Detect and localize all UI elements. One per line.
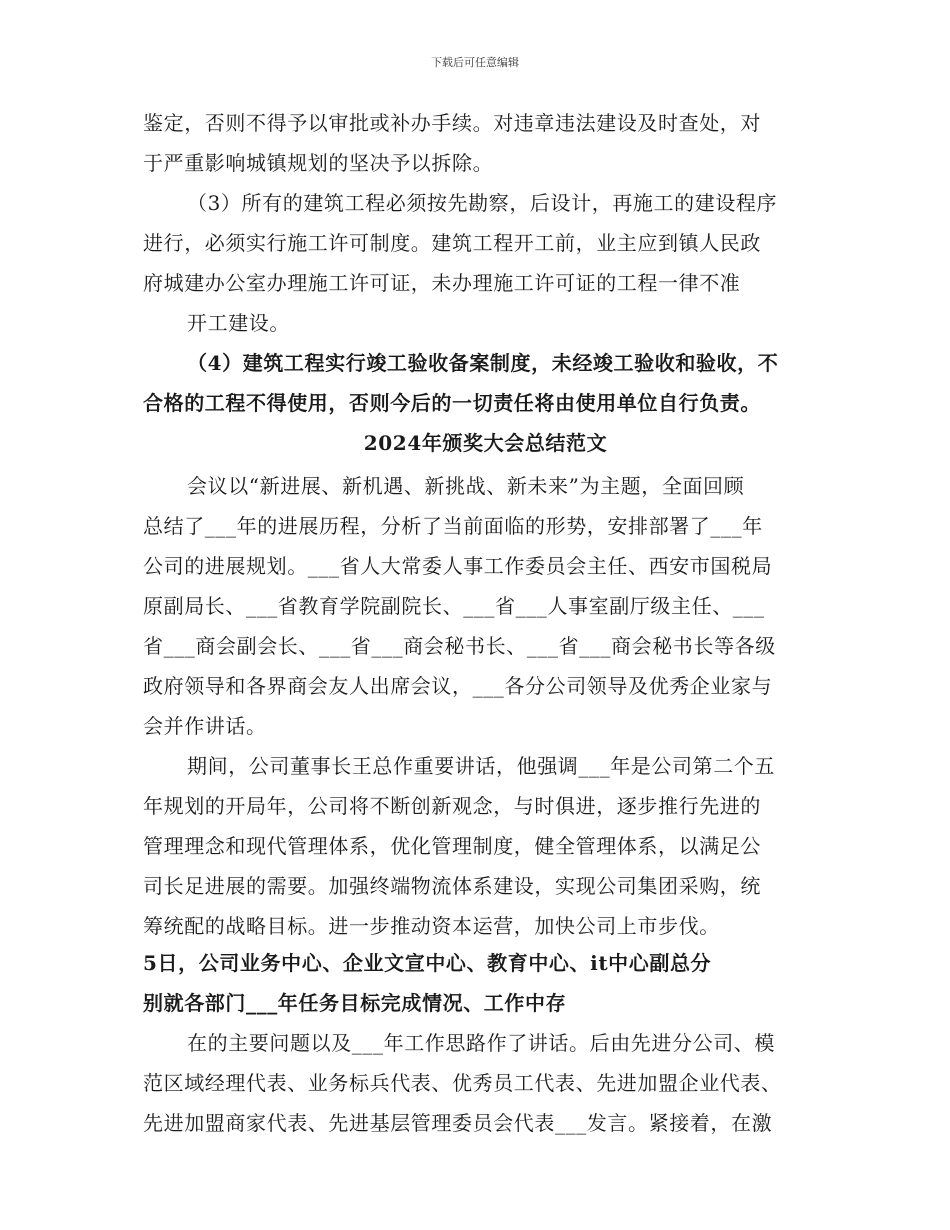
page-header: 下载后可任意编辑 [431, 56, 519, 69]
text-line: 省___商会副会长、___省___商会秘书长、___省___商会秘书长等各级 [143, 634, 776, 658]
text-line-bold: （4）建筑工程实行竣工验收备案制度，未经竣工验收和验收，不 [187, 351, 779, 375]
text-line: 年规划的开局年，公司将不断创新观念，与时俱进，逐步推行先进的 [143, 794, 761, 818]
text-line-bold: 别就各部门___年任务目标完成情况、工作中存 [143, 991, 567, 1015]
text-line: 府城建办公室办理施工许可证，未办理施工许可证的工程一律不准 [143, 271, 741, 295]
text-line-bold: 合格的工程不得使用，否则今后的一切责任将由使用单位自行负责。 [143, 391, 761, 415]
text-line: 会议以“新进展、新机遇、新挑战、新未来”为主题，全面回顾 [187, 474, 745, 498]
section-title: 2024年颁奖大会总结范文 [363, 431, 608, 455]
text-line: 总结了___年的进展历程，分析了当前面临的形势，安排部署了___年 [143, 514, 763, 538]
text-line: 公司的进展规划。___省人大常委人事工作委员会主任、西安市国税局 [143, 554, 773, 578]
text-line: 原副局长、___省教育学院副院长、___省___人事室副厅级主任、___ [143, 594, 765, 618]
text-line: 在的主要问题以及___年工作思路作了讲话。后由先进分公司、模 [187, 1031, 775, 1055]
text-line: 于严重影响城镇规划的坚决予以拆除。 [143, 151, 494, 175]
text-line: 政府领导和各界商会友人出席会议，___各分公司领导及优秀企业家与 [143, 674, 773, 698]
text-line-bold: 5日，公司业务中心、企业文宣中心、教育中心、it中心副总分 [143, 951, 712, 975]
text-line: （3）所有的建筑工程必须按先勘察，后设计，再施工的建设程序 [187, 191, 778, 215]
document-body [143, 112, 828, 1152]
text-line: 会并作讲话。 [143, 714, 267, 738]
text-line: 进行，必须实行施工许可制度。建筑工程开工前，业主应到镇人民政 [143, 231, 761, 255]
text-line: 开工建设。 [187, 311, 290, 335]
text-line: 期间，公司董事长王总作重要讲话，他强调___年是公司第二个五 [187, 754, 775, 778]
text-line: 范区域经理代表、业务标兵代表、优秀员工代表、先进加盟企业代表、 [143, 1071, 782, 1095]
text-line: 管理理念和现代管理体系，优化管理制度，健全管理体系，以满足公 [143, 834, 761, 858]
text-line: 先进加盟商家代表、先进基层管理委员会代表___发言。紧接着，在激 [143, 1111, 773, 1135]
text-line: 鉴定，否则不得予以审批或补办手续。对违章违法建设及时查处，对 [143, 111, 761, 135]
text-line: 司长足进展的需要。加强终端物流体系建设，实现公司集团采购，统 [143, 874, 761, 898]
text-line: 筹统配的战略目标。进一步推动资本运营，加快公司上市步伐。 [143, 914, 720, 938]
